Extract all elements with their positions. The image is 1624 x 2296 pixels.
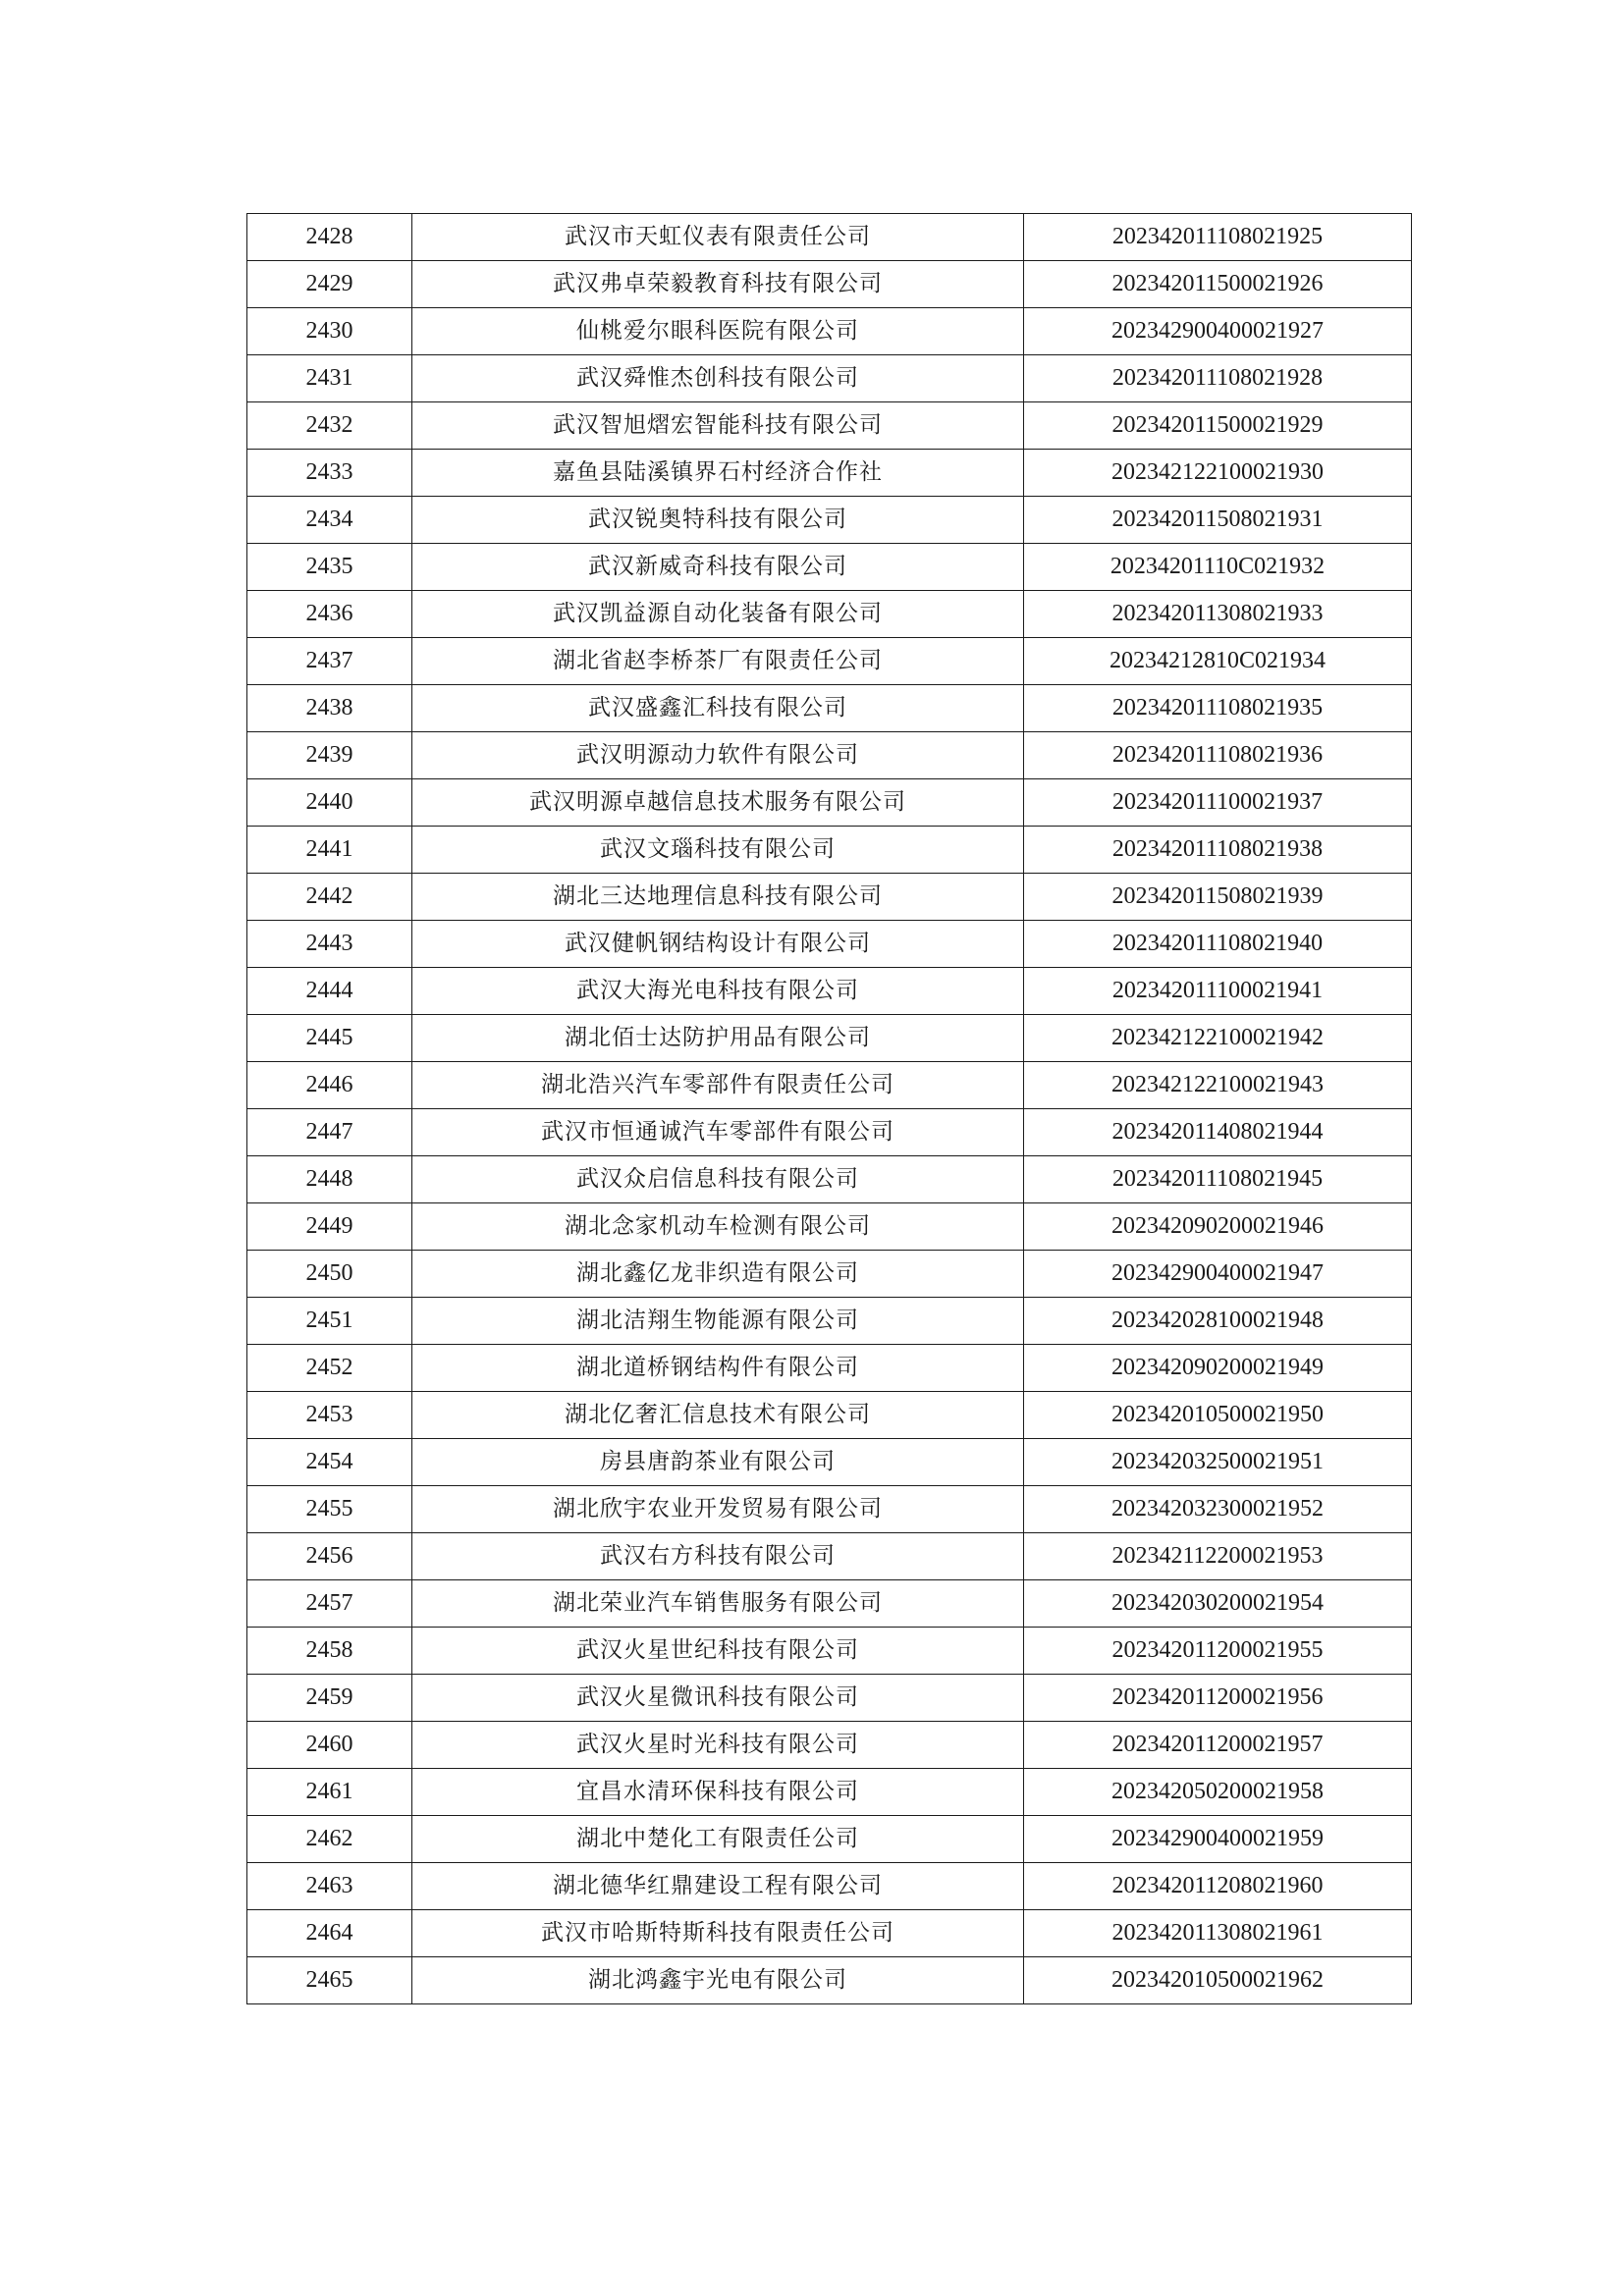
registration-code-cell: 202342900400021927 bbox=[1024, 308, 1412, 355]
table-row bbox=[247, 497, 1412, 544]
company-name-cell: 嘉鱼县陆溪镇界石村经济合作社 bbox=[412, 450, 1024, 497]
registration-code-cell: 202342090200021946 bbox=[1024, 1203, 1412, 1251]
row-number-cell: 2432 bbox=[247, 402, 412, 450]
row-number-cell: 2445 bbox=[247, 1015, 412, 1062]
row-number-cell: 2464 bbox=[247, 1910, 412, 1957]
company-name-cell: 武汉市天虹仪表有限责任公司 bbox=[412, 214, 1024, 261]
company-name-cell: 湖北荣业汽车销售服务有限公司 bbox=[412, 1580, 1024, 1628]
registration-code-cell: 20234201110C021932 bbox=[1024, 544, 1412, 591]
row-number-cell: 2442 bbox=[247, 874, 412, 921]
registration-code-cell: 202342090200021949 bbox=[1024, 1345, 1412, 1392]
row-number-cell: 2447 bbox=[247, 1109, 412, 1156]
table-row bbox=[247, 732, 1412, 779]
row-number-cell: 2449 bbox=[247, 1203, 412, 1251]
table-row bbox=[247, 355, 1412, 402]
company-name-cell: 湖北鸿鑫宇光电有限公司 bbox=[412, 1957, 1024, 2004]
table-row bbox=[247, 1298, 1412, 1345]
table-row bbox=[247, 827, 1412, 874]
table-row bbox=[247, 1345, 1412, 1392]
company-name-cell: 武汉明源卓越信息技术服务有限公司 bbox=[412, 779, 1024, 827]
company-name-cell: 湖北德华红鼎建设工程有限公司 bbox=[412, 1863, 1024, 1910]
row-number-cell: 2450 bbox=[247, 1251, 412, 1298]
company-name-cell: 湖北念家机动车检测有限公司 bbox=[412, 1203, 1024, 1251]
row-number-cell: 2435 bbox=[247, 544, 412, 591]
table-row bbox=[247, 1203, 1412, 1251]
table-row bbox=[247, 638, 1412, 685]
registration-code-cell: 202342011500021929 bbox=[1024, 402, 1412, 450]
row-number-cell: 2465 bbox=[247, 1957, 412, 2004]
registration-code-cell: 202342122100021943 bbox=[1024, 1062, 1412, 1109]
registration-code-cell: 202342011308021961 bbox=[1024, 1910, 1412, 1957]
row-number-cell: 2453 bbox=[247, 1392, 412, 1439]
table-row bbox=[247, 779, 1412, 827]
registration-code-cell: 202342122100021942 bbox=[1024, 1015, 1412, 1062]
row-number-cell: 2436 bbox=[247, 591, 412, 638]
row-number-cell: 2448 bbox=[247, 1156, 412, 1203]
table-row bbox=[247, 1957, 1412, 2004]
registration-code-cell: 202342050200021958 bbox=[1024, 1769, 1412, 1816]
company-name-cell: 武汉右方科技有限公司 bbox=[412, 1533, 1024, 1580]
company-name-cell: 湖北省赵李桥茶厂有限责任公司 bbox=[412, 638, 1024, 685]
registration-code-cell: 202342900400021947 bbox=[1024, 1251, 1412, 1298]
registration-code-cell: 202342011108021945 bbox=[1024, 1156, 1412, 1203]
table-row bbox=[247, 402, 1412, 450]
registration-code-cell: 202342032500021951 bbox=[1024, 1439, 1412, 1486]
table-row bbox=[247, 544, 1412, 591]
registration-code-cell: 202342011200021956 bbox=[1024, 1675, 1412, 1722]
company-name-cell: 湖北鑫亿龙非织造有限公司 bbox=[412, 1251, 1024, 1298]
table-row bbox=[247, 1580, 1412, 1628]
table-row bbox=[247, 1015, 1412, 1062]
row-number-cell: 2457 bbox=[247, 1580, 412, 1628]
company-name-cell: 武汉火星时光科技有限公司 bbox=[412, 1722, 1024, 1769]
registration-code-cell: 202342032300021952 bbox=[1024, 1486, 1412, 1533]
company-name-cell: 湖北三达地理信息科技有限公司 bbox=[412, 874, 1024, 921]
table-row bbox=[247, 1156, 1412, 1203]
table-row bbox=[247, 308, 1412, 355]
registration-code-cell: 202342010500021950 bbox=[1024, 1392, 1412, 1439]
company-name-cell: 湖北亿奢汇信息技术有限公司 bbox=[412, 1392, 1024, 1439]
registration-code-cell: 20234212810C021934 bbox=[1024, 638, 1412, 685]
table-row bbox=[247, 1486, 1412, 1533]
registration-code-cell: 202342011108021938 bbox=[1024, 827, 1412, 874]
row-number-cell: 2458 bbox=[247, 1628, 412, 1675]
company-name-cell: 武汉明源动力软件有限公司 bbox=[412, 732, 1024, 779]
table-row bbox=[247, 968, 1412, 1015]
row-number-cell: 2456 bbox=[247, 1533, 412, 1580]
table-row bbox=[247, 1439, 1412, 1486]
registration-code-cell: 202342011100021941 bbox=[1024, 968, 1412, 1015]
table-row bbox=[247, 1863, 1412, 1910]
company-name-cell: 仙桃爱尔眼科医院有限公司 bbox=[412, 308, 1024, 355]
table-row bbox=[247, 1628, 1412, 1675]
row-number-cell: 2459 bbox=[247, 1675, 412, 1722]
company-name-cell: 武汉舜惟杰创科技有限公司 bbox=[412, 355, 1024, 402]
company-name-cell: 武汉弗卓荣毅教育科技有限公司 bbox=[412, 261, 1024, 308]
company-name-cell: 武汉市恒通诚汽车零部件有限公司 bbox=[412, 1109, 1024, 1156]
table-body bbox=[247, 214, 1412, 2004]
registration-code-cell: 202342010500021962 bbox=[1024, 1957, 1412, 2004]
table-row bbox=[247, 1722, 1412, 1769]
company-name-cell: 武汉大海光电科技有限公司 bbox=[412, 968, 1024, 1015]
row-number-cell: 2434 bbox=[247, 497, 412, 544]
table-row bbox=[247, 261, 1412, 308]
row-number-cell: 2460 bbox=[247, 1722, 412, 1769]
company-name-cell: 武汉众启信息科技有限公司 bbox=[412, 1156, 1024, 1203]
row-number-cell: 2452 bbox=[247, 1345, 412, 1392]
registration-code-cell: 202342011108021935 bbox=[1024, 685, 1412, 732]
registration-code-cell: 202342112200021953 bbox=[1024, 1533, 1412, 1580]
company-name-cell: 武汉凯益源自动化装备有限公司 bbox=[412, 591, 1024, 638]
registration-code-cell: 202342030200021954 bbox=[1024, 1580, 1412, 1628]
registration-code-cell: 202342011108021925 bbox=[1024, 214, 1412, 261]
company-name-cell: 武汉市哈斯特斯科技有限责任公司 bbox=[412, 1910, 1024, 1957]
row-number-cell: 2437 bbox=[247, 638, 412, 685]
registration-code-cell: 202342011500021926 bbox=[1024, 261, 1412, 308]
registration-code-cell: 202342011200021957 bbox=[1024, 1722, 1412, 1769]
company-name-cell: 湖北中楚化工有限责任公司 bbox=[412, 1816, 1024, 1863]
company-name-cell: 武汉火星微讯科技有限公司 bbox=[412, 1675, 1024, 1722]
table-row bbox=[247, 874, 1412, 921]
registration-code-cell: 202342011508021939 bbox=[1024, 874, 1412, 921]
table-row bbox=[247, 1769, 1412, 1816]
table-row bbox=[247, 1062, 1412, 1109]
row-number-cell: 2462 bbox=[247, 1816, 412, 1863]
table-row bbox=[247, 450, 1412, 497]
company-name-cell: 武汉盛鑫汇科技有限公司 bbox=[412, 685, 1024, 732]
row-number-cell: 2461 bbox=[247, 1769, 412, 1816]
table-row bbox=[247, 1816, 1412, 1863]
row-number-cell: 2451 bbox=[247, 1298, 412, 1345]
company-name-cell: 武汉智旭熠宏智能科技有限公司 bbox=[412, 402, 1024, 450]
table-row bbox=[247, 1910, 1412, 1957]
table-row bbox=[247, 1109, 1412, 1156]
registration-code-cell: 202342122100021930 bbox=[1024, 450, 1412, 497]
row-number-cell: 2443 bbox=[247, 921, 412, 968]
row-number-cell: 2463 bbox=[247, 1863, 412, 1910]
company-name-cell: 湖北道桥钢结构件有限公司 bbox=[412, 1345, 1024, 1392]
row-number-cell: 2441 bbox=[247, 827, 412, 874]
registration-code-cell: 202342011108021928 bbox=[1024, 355, 1412, 402]
table-row bbox=[247, 1675, 1412, 1722]
registration-code-cell: 202342028100021948 bbox=[1024, 1298, 1412, 1345]
company-list-table bbox=[246, 213, 1412, 2004]
row-number-cell: 2455 bbox=[247, 1486, 412, 1533]
table-row bbox=[247, 1533, 1412, 1580]
row-number-cell: 2438 bbox=[247, 685, 412, 732]
company-name-cell: 湖北佰士达防护用品有限公司 bbox=[412, 1015, 1024, 1062]
table-row bbox=[247, 214, 1412, 261]
row-number-cell: 2444 bbox=[247, 968, 412, 1015]
registration-code-cell: 202342011508021931 bbox=[1024, 497, 1412, 544]
company-name-cell: 武汉新威奇科技有限公司 bbox=[412, 544, 1024, 591]
registration-code-cell: 202342011108021936 bbox=[1024, 732, 1412, 779]
row-number-cell: 2446 bbox=[247, 1062, 412, 1109]
company-name-cell: 武汉健帆钢结构设计有限公司 bbox=[412, 921, 1024, 968]
row-number-cell: 2433 bbox=[247, 450, 412, 497]
registration-code-cell: 202342011308021933 bbox=[1024, 591, 1412, 638]
table-row bbox=[247, 591, 1412, 638]
row-number-cell: 2431 bbox=[247, 355, 412, 402]
registration-code-cell: 202342900400021959 bbox=[1024, 1816, 1412, 1863]
registration-code-cell: 202342011108021940 bbox=[1024, 921, 1412, 968]
company-name-cell: 湖北欣宇农业开发贸易有限公司 bbox=[412, 1486, 1024, 1533]
row-number-cell: 2429 bbox=[247, 261, 412, 308]
company-name-cell: 宜昌水清环保科技有限公司 bbox=[412, 1769, 1024, 1816]
row-number-cell: 2454 bbox=[247, 1439, 412, 1486]
company-name-cell: 湖北洁翔生物能源有限公司 bbox=[412, 1298, 1024, 1345]
table-row bbox=[247, 685, 1412, 732]
row-number-cell: 2430 bbox=[247, 308, 412, 355]
company-name-cell: 房县唐韵茶业有限公司 bbox=[412, 1439, 1024, 1486]
company-name-cell: 武汉文瑙科技有限公司 bbox=[412, 827, 1024, 874]
table-row bbox=[247, 1251, 1412, 1298]
row-number-cell: 2439 bbox=[247, 732, 412, 779]
table-row bbox=[247, 1392, 1412, 1439]
company-name-cell: 湖北浩兴汽车零部件有限责任公司 bbox=[412, 1062, 1024, 1109]
company-name-cell: 武汉火星世纪科技有限公司 bbox=[412, 1628, 1024, 1675]
registration-code-cell: 202342011100021937 bbox=[1024, 779, 1412, 827]
registration-code-cell: 202342011208021960 bbox=[1024, 1863, 1412, 1910]
registration-code-cell: 202342011200021955 bbox=[1024, 1628, 1412, 1675]
table-row bbox=[247, 921, 1412, 968]
company-name-cell: 武汉锐奥特科技有限公司 bbox=[412, 497, 1024, 544]
row-number-cell: 2428 bbox=[247, 214, 412, 261]
registration-code-cell: 202342011408021944 bbox=[1024, 1109, 1412, 1156]
row-number-cell: 2440 bbox=[247, 779, 412, 827]
